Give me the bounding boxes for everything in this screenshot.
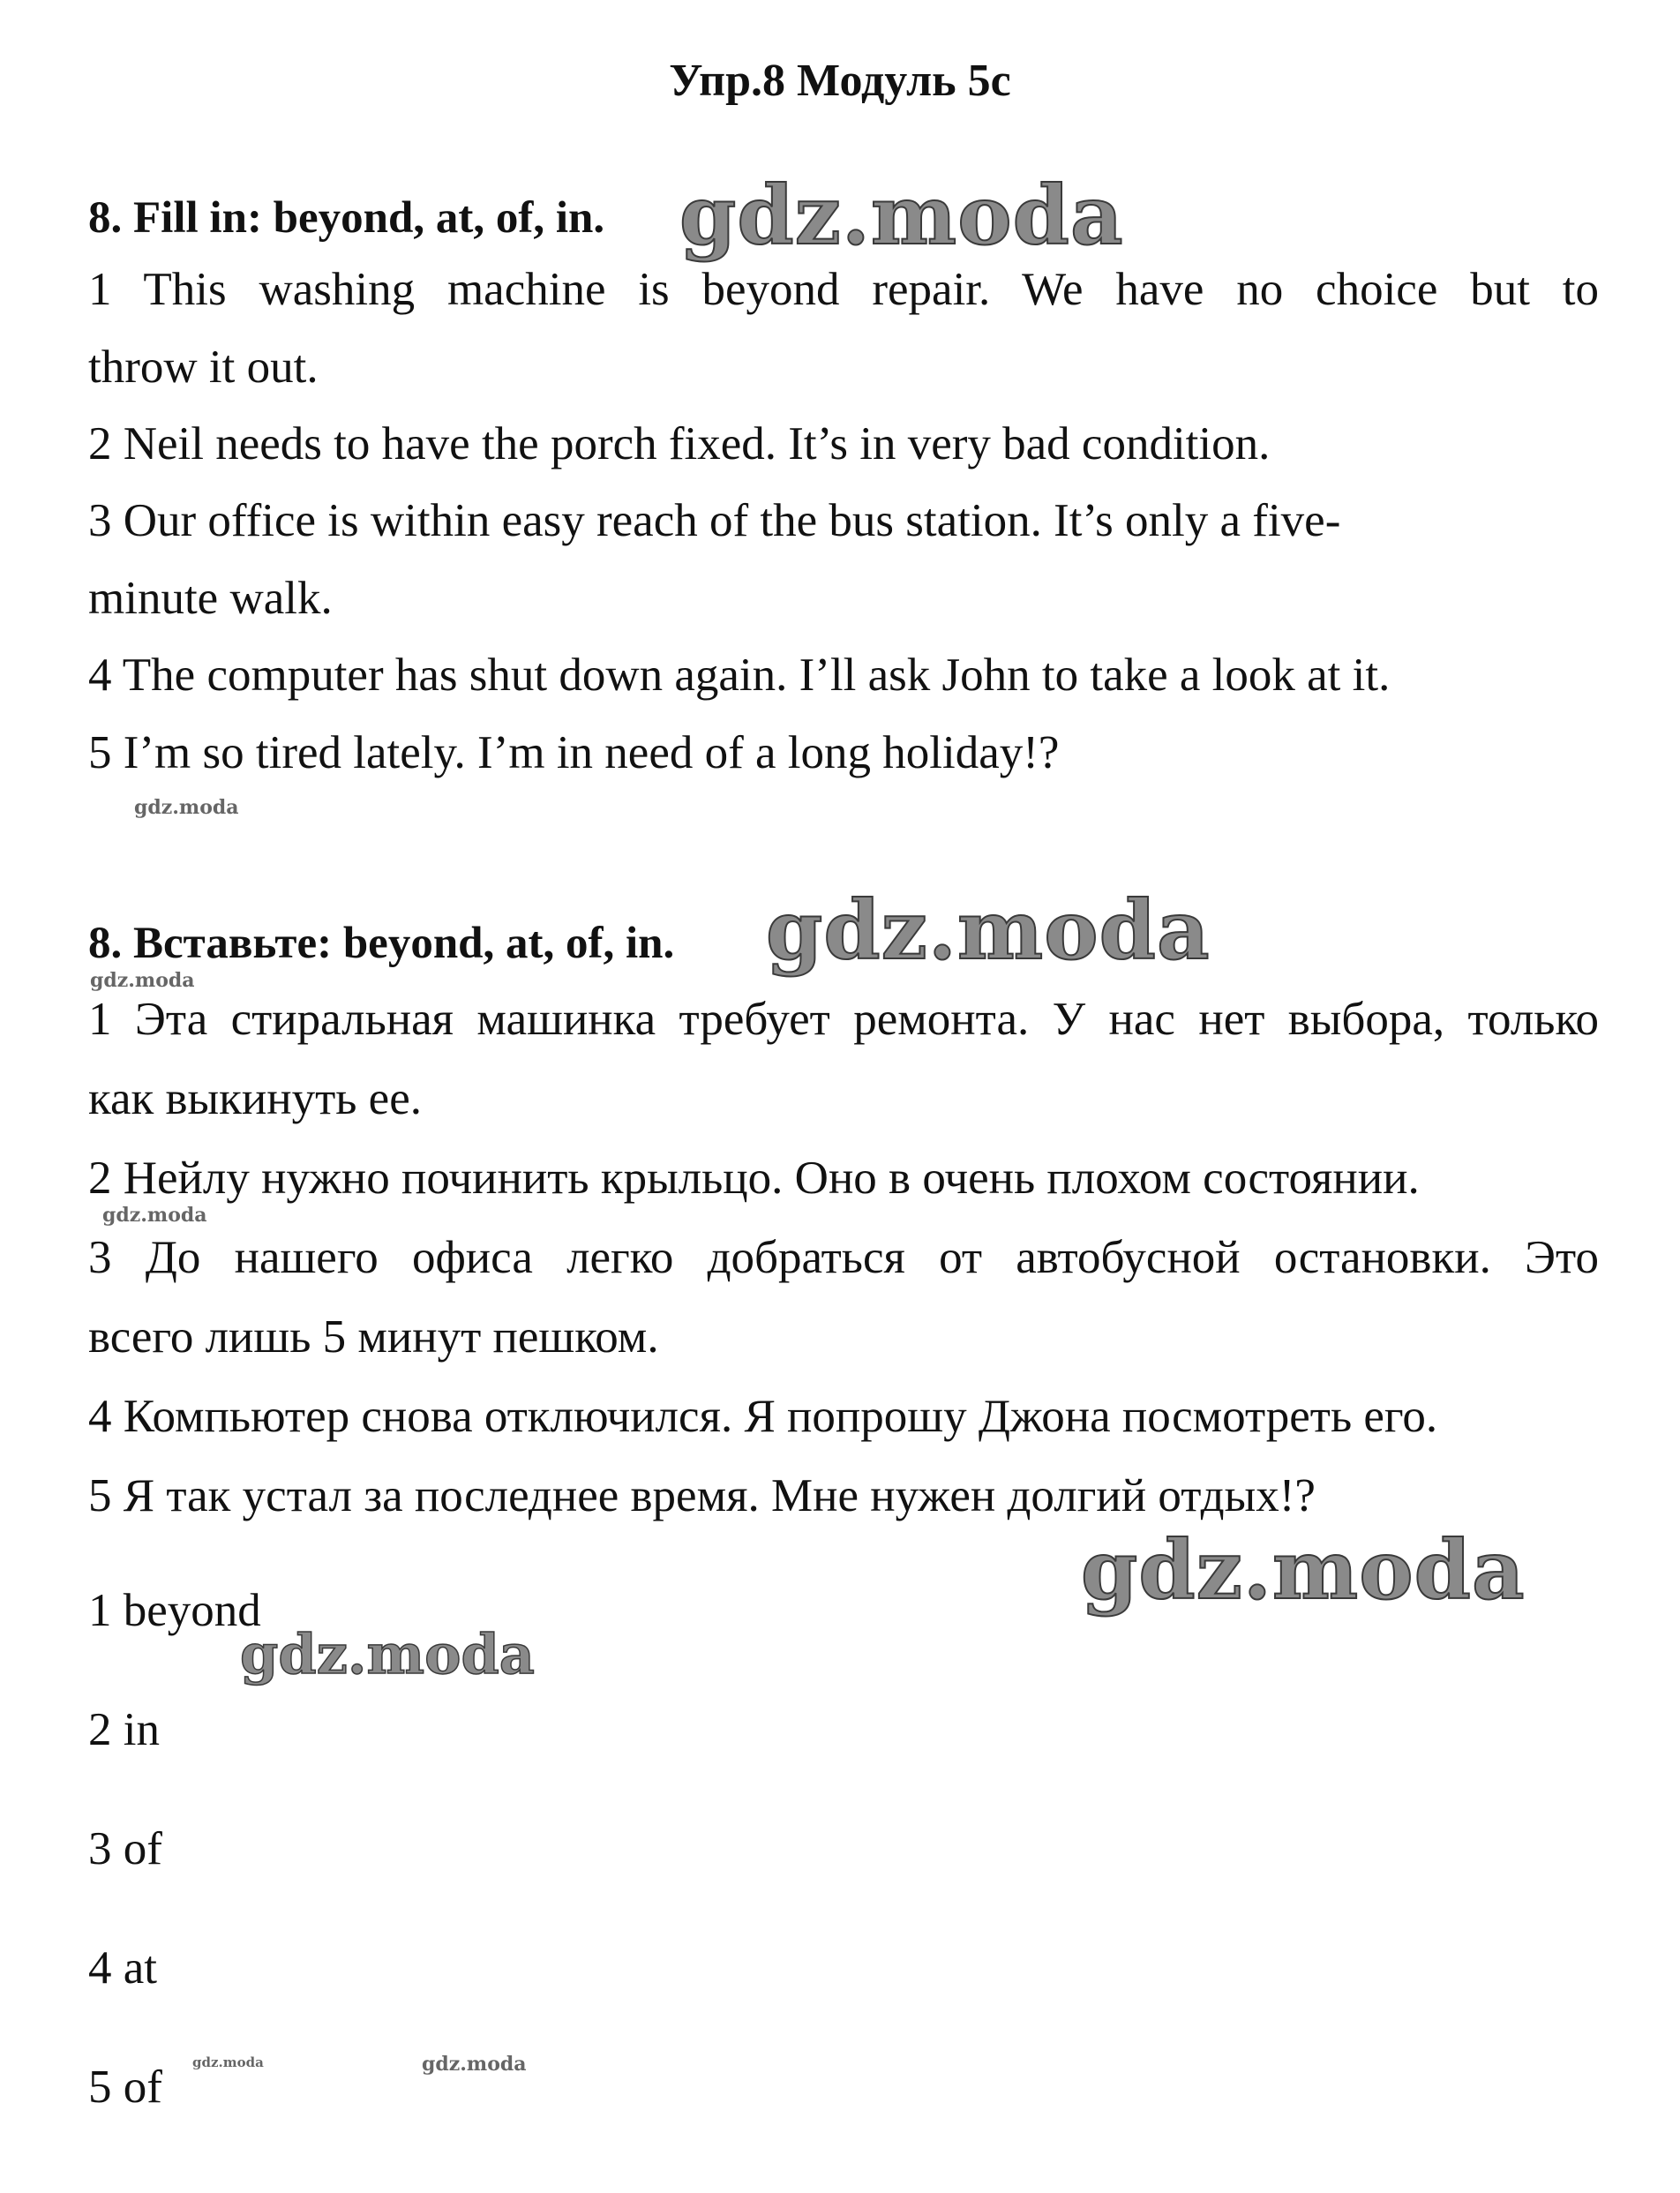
russian-line-7: 5 Я так устал за последнее время. Мне нужен долгий отдых!? <box>88 1470 1316 1521</box>
watermark-small: gdz.moda <box>90 969 195 992</box>
watermark-logo: gdz.moda <box>766 882 1211 978</box>
answer-2: 2 in <box>88 1704 160 1755</box>
russian-line-2: как выкинуть ее. <box>88 1073 422 1124</box>
russian-line-6: 4 Компьютер снова отключился. Я попрошу Джона посмотреть его. <box>88 1391 1438 1442</box>
english-line-1: 1 This washing machine is beyond repair. We have no choice but to <box>88 264 1599 315</box>
watermark-small: gdz.moda <box>192 2054 264 2070</box>
page-title: Упр.8 Модуль 5с <box>669 56 1011 106</box>
english-heading: 8. Fill in: beyond, at, of, in. <box>88 193 605 243</box>
english-line-3: 2 Neil needs to have the porch fixed. It’s in very bad condition. <box>88 418 1271 469</box>
english-line-6: 4 The computer has shut down again. I’ll ask John to take a look at it. <box>88 650 1391 701</box>
answer-3: 3 of <box>88 1823 162 1874</box>
russian-line-3: 2 Нейлу нужно починить крыльцо. Оно в очень плохом состоянии. <box>88 1153 1420 1204</box>
watermark-small: gdz.moda <box>102 1204 207 1227</box>
english-line-4: 3 Our office is within easy reach of the bus station. It’s only a five- <box>88 495 1341 546</box>
russian-line-4: 3 До нашего офиса легко добраться от автобусной остановки. Это <box>88 1232 1599 1283</box>
russian-heading: 8. Вставьте: beyond, at, of, in. <box>88 919 675 968</box>
russian-line-5: всего лишь 5 минут пешком. <box>88 1311 659 1363</box>
english-line-2: throw it out. <box>88 342 319 393</box>
watermark-logo: gdz.moda <box>240 1622 535 1686</box>
watermark-logo: gdz.moda <box>1081 1522 1526 1618</box>
watermark-logo: gdz.moda <box>679 168 1124 263</box>
watermark-small: gdz.moda <box>422 2053 527 2076</box>
english-line-7: 5 I’m so tired lately. I’m in need of a long holiday!? <box>88 727 1060 778</box>
watermark-small: gdz.moda <box>134 796 239 819</box>
russian-line-1: 1 Эта стиральная машинка требует ремонта. У нас нет выбора, только <box>88 994 1599 1045</box>
english-line-5: minute walk. <box>88 573 333 624</box>
answer-4: 4 at <box>88 1942 157 1994</box>
answer-1: 1 beyond <box>88 1585 261 1636</box>
answer-5: 5 of <box>88 2062 162 2113</box>
